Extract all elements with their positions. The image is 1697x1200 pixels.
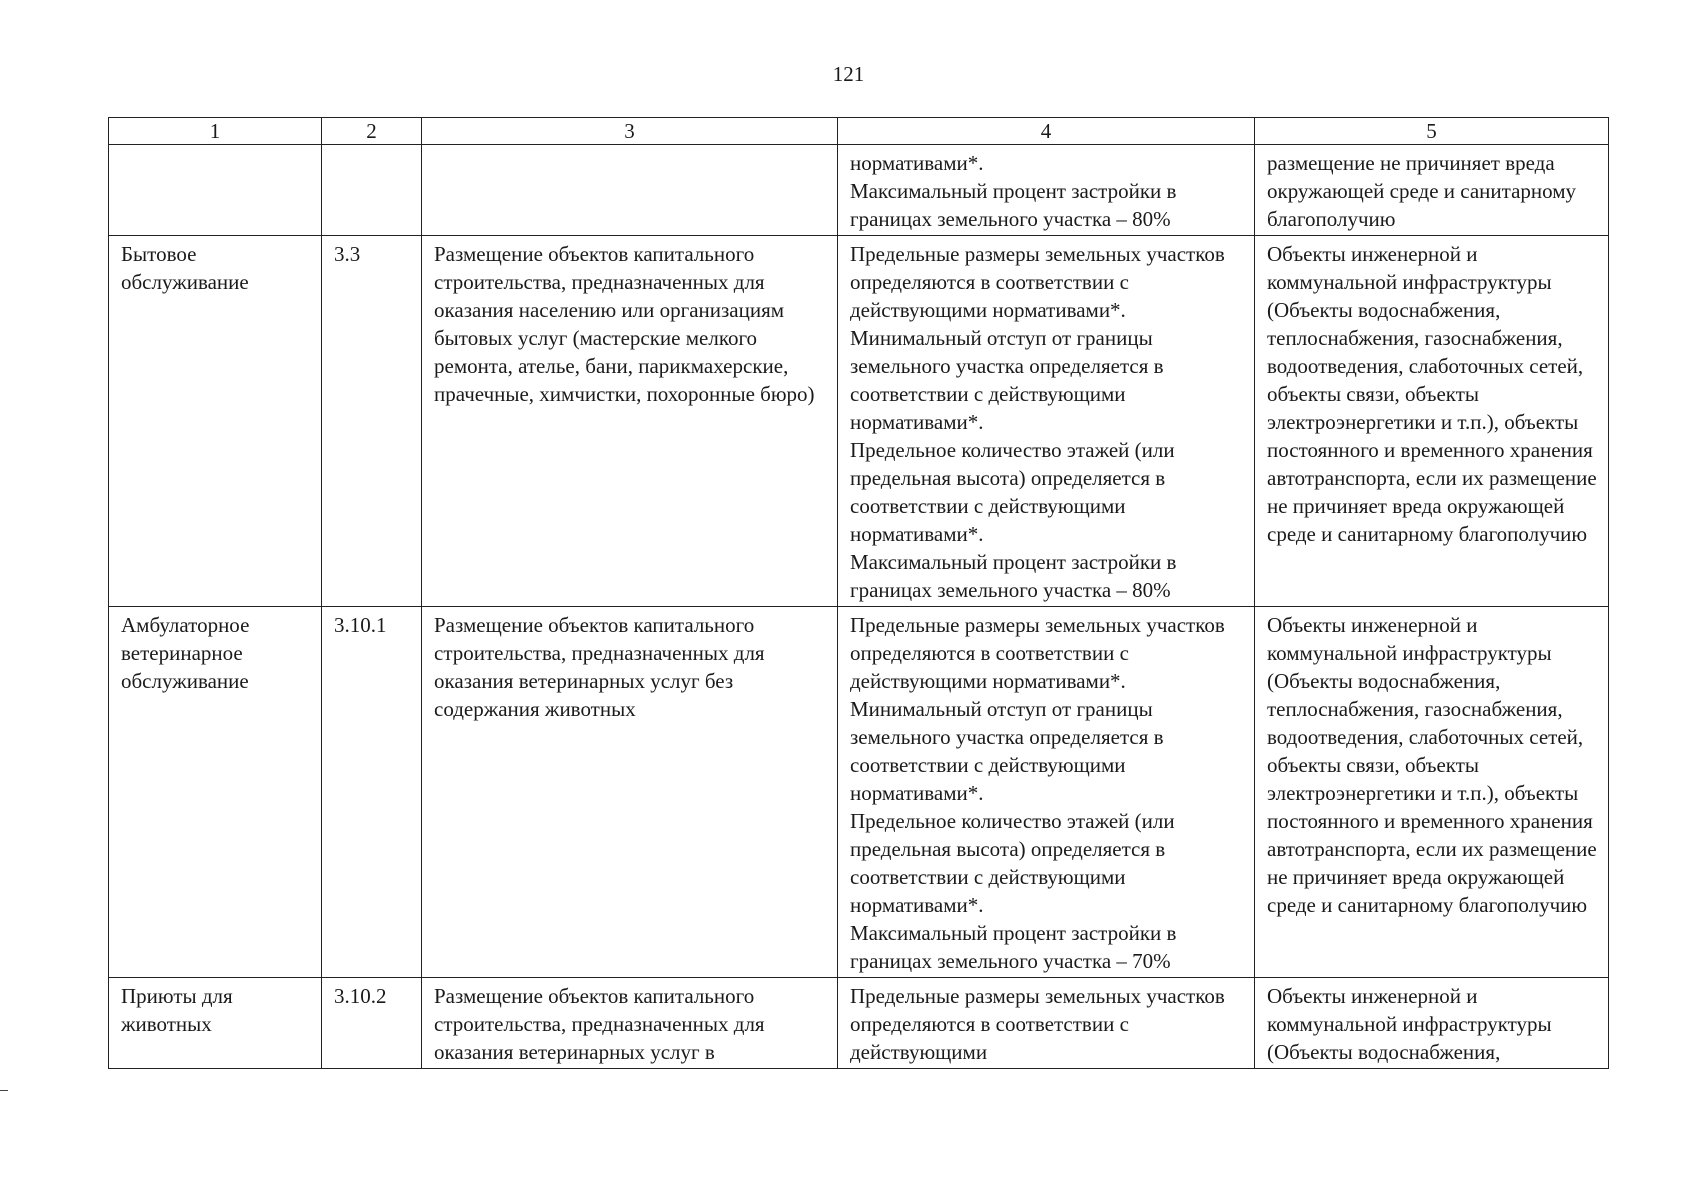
use-name-cell	[109, 145, 322, 236]
use-code-cell: 3.10.1	[322, 607, 422, 978]
header-col-3: 3	[422, 118, 838, 145]
parameter-text: нормативами*.	[850, 151, 984, 175]
table-row	[109, 978, 1609, 1069]
parameters-cell	[838, 145, 1255, 236]
header-col-4: 4	[838, 118, 1255, 145]
parameter-text: Максимальный процент застройки в границах земельного участка – 80%	[850, 179, 1177, 231]
use-name-cell: Амбулаторное ветеринарное обслуживание	[109, 607, 322, 978]
parameters-cell	[838, 236, 1255, 607]
parameter-text: Предельные размеры земельных участков определяются в соответствии с действующими	[850, 984, 1225, 1064]
parameter-text: Предельное количество этажей (или предельная высота) определяется в соответствии с действующими нормативами*.	[850, 809, 1175, 917]
use-name-cell: Приюты для животных	[109, 978, 322, 1069]
page-number: 121	[832, 62, 865, 86]
use-code-cell: 3.3	[322, 236, 422, 607]
parameter-text: Предельное количество этажей (или предельная высота) определяется в соответствии с действующими нормативами*.	[850, 438, 1175, 546]
parameters-cell	[838, 607, 1255, 978]
header-col-1: 1	[109, 118, 322, 145]
auxiliary-uses-cell: Объекты инженерной и коммунальной инфраструктуры (Объекты водоснабжения, теплоснабжения, газоснабжения, водоотведения, слаботочных сетей, объекты связи, объекты электроэнергетики и т.п.), объекты постоянного и временного хранения автотранспорта, если их размещение не причиняет вреда окружающей среде и санитарному благополучию	[1255, 236, 1609, 607]
land-use-table	[108, 117, 1609, 1069]
use-code-cell	[322, 145, 422, 236]
parameter-text: Предельные размеры земельных участков определяются в соответствии с действующими нормативами*.	[850, 242, 1225, 322]
margin-tick	[0, 1090, 8, 1091]
auxiliary-uses-cell: Объекты инженерной и коммунальной инфраструктуры (Объекты водоснабжения,	[1255, 978, 1609, 1069]
use-description-cell: Размещение объектов капитального строительства, предназначенных для оказания населению или организациям бытовых услуг (мастерские мелкого ремонта, ателье, бани, парикмахерские, прачечные, химчистки, похоронные бюро)	[422, 236, 838, 607]
table-row	[109, 236, 1609, 607]
table-row	[109, 145, 1609, 236]
parameter-text: Предельные размеры земельных участков определяются в соответствии с действующими нормативами*.	[850, 613, 1225, 693]
parameter-text: Минимальный отступ от границы земельного участка определяется в соответствии с действующими нормативами*.	[850, 697, 1164, 805]
header-col-2: 2	[322, 118, 422, 145]
use-name-cell: Бытовое обслуживание	[109, 236, 322, 607]
use-description-cell: Размещение объектов капитального строительства, предназначенных для оказания ветеринарных услуг в	[422, 978, 838, 1069]
use-code-cell: 3.10.2	[322, 978, 422, 1069]
use-description-cell: Размещение объектов капитального строительства, предназначенных для оказания ветеринарных услуг без содержания животных	[422, 607, 838, 978]
table-row	[109, 607, 1609, 978]
parameters-cell	[838, 978, 1255, 1069]
parameter-text: Максимальный процент застройки в границах земельного участка – 70%	[850, 921, 1177, 973]
use-description-cell	[422, 145, 838, 236]
header-row	[109, 118, 1609, 145]
auxiliary-uses-cell: Объекты инженерной и коммунальной инфраструктуры (Объекты водоснабжения, теплоснабжения, газоснабжения, водоотведения, слаботочных сетей, объекты связи, объекты электроэнергетики и т.п.), объекты постоянного и временного хранения автотранспорта, если их размещение не причиняет вреда окружающей среде и санитарному благополучию	[1255, 607, 1609, 978]
parameter-text: Минимальный отступ от границы земельного участка определяется в соответствии с действующими нормативами*.	[850, 326, 1164, 434]
auxiliary-uses-cell: размещение не причиняет вреда окружающей среде и санитарному благополучию	[1255, 145, 1609, 236]
header-col-5: 5	[1255, 118, 1609, 145]
parameter-text: Максимальный процент застройки в границах земельного участка – 80%	[850, 550, 1177, 602]
